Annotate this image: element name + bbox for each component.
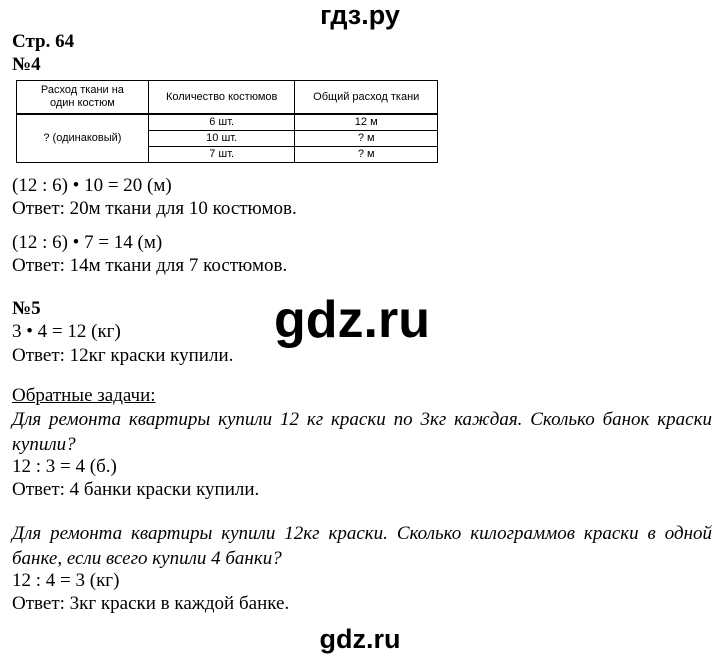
task5-solution: 3 • 4 = 12 (кг) [12, 321, 121, 342]
table-header-cell: Расход ткани на один костюм [17, 81, 149, 115]
task5-answer: Ответ: 12кг краски купили. [12, 345, 234, 366]
table-header-cell: Количество костюмов [148, 81, 295, 115]
table-cell: 6 шт. [148, 114, 295, 131]
task4-table [16, 80, 438, 163]
table-cell: ? м [295, 131, 438, 147]
page-number: Стр. 64 [12, 31, 75, 52]
inverse2-solution: 12 : 4 = 3 (кг) [12, 570, 120, 591]
task4-number: №4 [12, 54, 41, 75]
watermark-bottom: gdz.ru [319, 624, 401, 654]
table-header-cell: Общий расход ткани [295, 81, 438, 115]
task4-answer-1: Ответ: 20м ткани для 10 костюмов. [12, 198, 297, 219]
task4-solution-1: (12 : 6) • 10 = 20 (м) [12, 175, 172, 196]
table-header-row [17, 81, 438, 115]
table-row [17, 114, 438, 131]
inverse2-text: Для ремонта квартиры купили 12кг краски. Сколько килограммов краски в одной банке, если всего купили 4 банки? [12, 523, 712, 569]
inverse-heading: Обратные задачи: [12, 385, 156, 406]
task5-number: №5 [12, 298, 41, 319]
watermark-middle: gdz.ru [274, 291, 430, 349]
table-cell: 12 м [295, 114, 438, 131]
table-cell: 7 шт. [148, 147, 295, 163]
inverse1-answer: Ответ: 4 банки краски купили. [12, 479, 260, 500]
inverse2-answer: Ответ: 3кг краски в каждой банке. [12, 593, 290, 614]
table-cell: 10 шт. [148, 131, 295, 147]
inverse1-solution: 12 : 3 = 4 (б.) [12, 456, 117, 477]
inverse1-text: Для ремонта квартиры купили 12 кг краски по 3кг каждая. Сколько банок краски купили? [12, 409, 712, 455]
table-merged-cell: ? (одинаковый) [17, 114, 149, 163]
task4-solution-2: (12 : 6) • 7 = 14 (м) [12, 232, 163, 253]
watermark-top: гдз.ру [320, 0, 400, 30]
task4-answer-2: Ответ: 14м ткани для 7 костюмов. [12, 255, 288, 276]
table-cell: ? м [295, 147, 438, 163]
